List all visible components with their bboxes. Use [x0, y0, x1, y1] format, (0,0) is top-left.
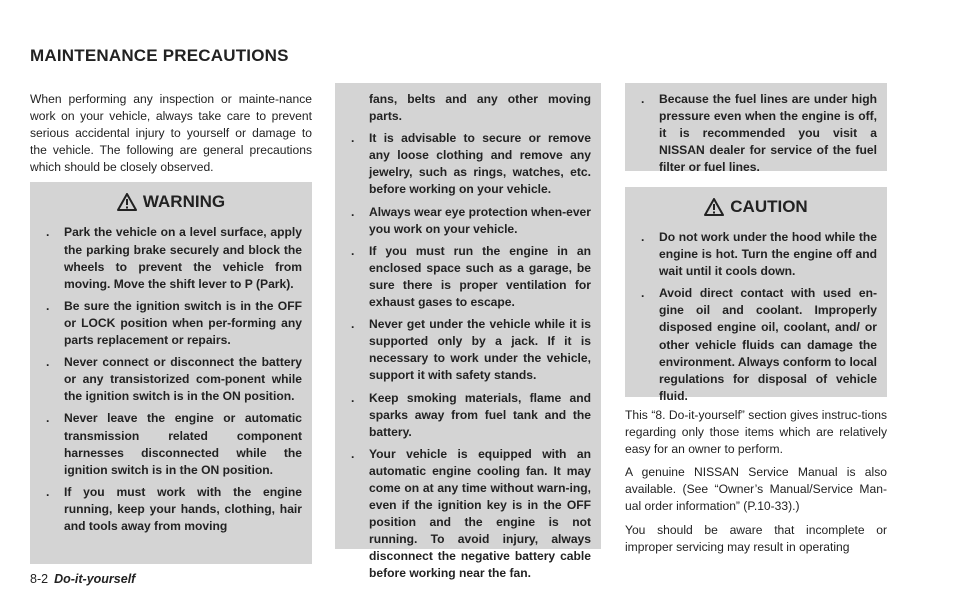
list-item: . Park the vehicle on a level surface, apply the parking brake securely and block the wheels to prevent the vehicle from moving. Move the shift lever to P (Park).	[46, 225, 302, 291]
warning-list	[40, 224, 302, 535]
list-item: . Your vehicle is equipped with an automatic engine cooling fan. It may come on at any time without warn-ing, even if the ignition key is in the OFF position and the engine is not running. To avoid injury, always disconnect the negative battery cable before working near the fan.	[351, 446, 591, 581]
body-paragraphs	[625, 407, 887, 556]
list-item: . Always wear eye protection when-ever you work on your vehicle.	[351, 204, 591, 236]
paragraph: This “8. Do-it-yourself” section gives instruc-tions regarding only those items which are relatively easy for an owner to perform.	[625, 408, 887, 457]
list-item: . Never connect or disconnect the battery or any transistorized com-ponent while the ignition switch is in the ON position.	[46, 355, 302, 404]
warning-list-continued-2	[635, 91, 877, 176]
column-3	[625, 91, 887, 562]
list-item: . Be sure the ignition switch is in the OFF or LOCK position when per-forming any parts replacement or repairs.	[46, 298, 302, 348]
column-1	[30, 91, 312, 564]
warning-triangle-icon	[117, 193, 137, 211]
page-title: MAINTENANCE PRECAUTIONS	[30, 46, 289, 65]
caution-list	[635, 229, 877, 405]
caution-heading	[635, 195, 877, 219]
list-item: . It is advisable to secure or remove any loose clothing and remove any jewelry, such as rings, watches, etc. before working on your vehicle.	[351, 131, 591, 197]
list-item: . Keep smoking materials, flame and sparks away from fuel tank and the battery.	[351, 390, 591, 439]
list-item: . Avoid direct contact with used en-gine oil and coolant. Improperly disposed engine oil, coolant, and/ or other vehicle fluids can damage the environment. Always conform to local regulations for disposal of vehicle fluid.	[641, 286, 877, 403]
paragraph: You should be aware that incomplete or improper servicing may result in operating	[625, 522, 887, 554]
warning-box	[30, 182, 312, 564]
column-2	[335, 91, 601, 581]
page-footer	[30, 572, 135, 586]
list-item: . If you must run the engine in an enclosed space such as a garage, be sure there is proper ventilation for exhaust gases to escape.	[351, 243, 591, 310]
list-item: . Do not work under the hood while the engine is hot. Turn the engine off and wait until it cools down.	[641, 230, 877, 279]
caution-triangle-icon	[704, 198, 724, 216]
warning-box-continued	[335, 83, 601, 581]
caution-heading-text: CAUTION	[730, 197, 808, 216]
list-item: . If you must work with the engine running, keep your hands, clothing, hair and tools away from moving	[46, 484, 302, 533]
caution-box	[625, 187, 887, 403]
section-name: Do-it-yourself	[54, 572, 136, 586]
warning-list-continued	[345, 91, 591, 583]
intro-paragraph: When performing any inspection or mainte-nance work on your vehicle, always take care to prevent serious accidental injury to yourself or damage to the vehicle. The following are general precautions which should be closely observed.	[30, 92, 312, 175]
warning-heading-text: WARNING	[142, 192, 226, 212]
list-item: . Because the fuel lines are under high pressure even when the engine is off, it is recommended you visit a NISSAN dealer for service of the fuel filter or fuel lines.	[641, 92, 877, 175]
list-item: . Never get under the vehicle while it is supported only by a jack. If it is necessary to work under the vehicle, support it with safety stands.	[351, 317, 591, 383]
warning-heading	[40, 190, 302, 214]
paragraph: A genuine NISSAN Service Manual is also available. (See “Owner’s Manual/Service Man-ual order information” (P.10-33).)	[625, 465, 887, 514]
list-item: . Never leave the engine or automatic transmission related component harnesses disconnected while the ignition switch is in the ON position.	[46, 411, 302, 477]
warning-box-continued-2	[625, 83, 887, 175]
page-number: 8-2	[30, 572, 49, 586]
list-item-continued: fans, belts and any other moving parts.	[369, 92, 591, 124]
